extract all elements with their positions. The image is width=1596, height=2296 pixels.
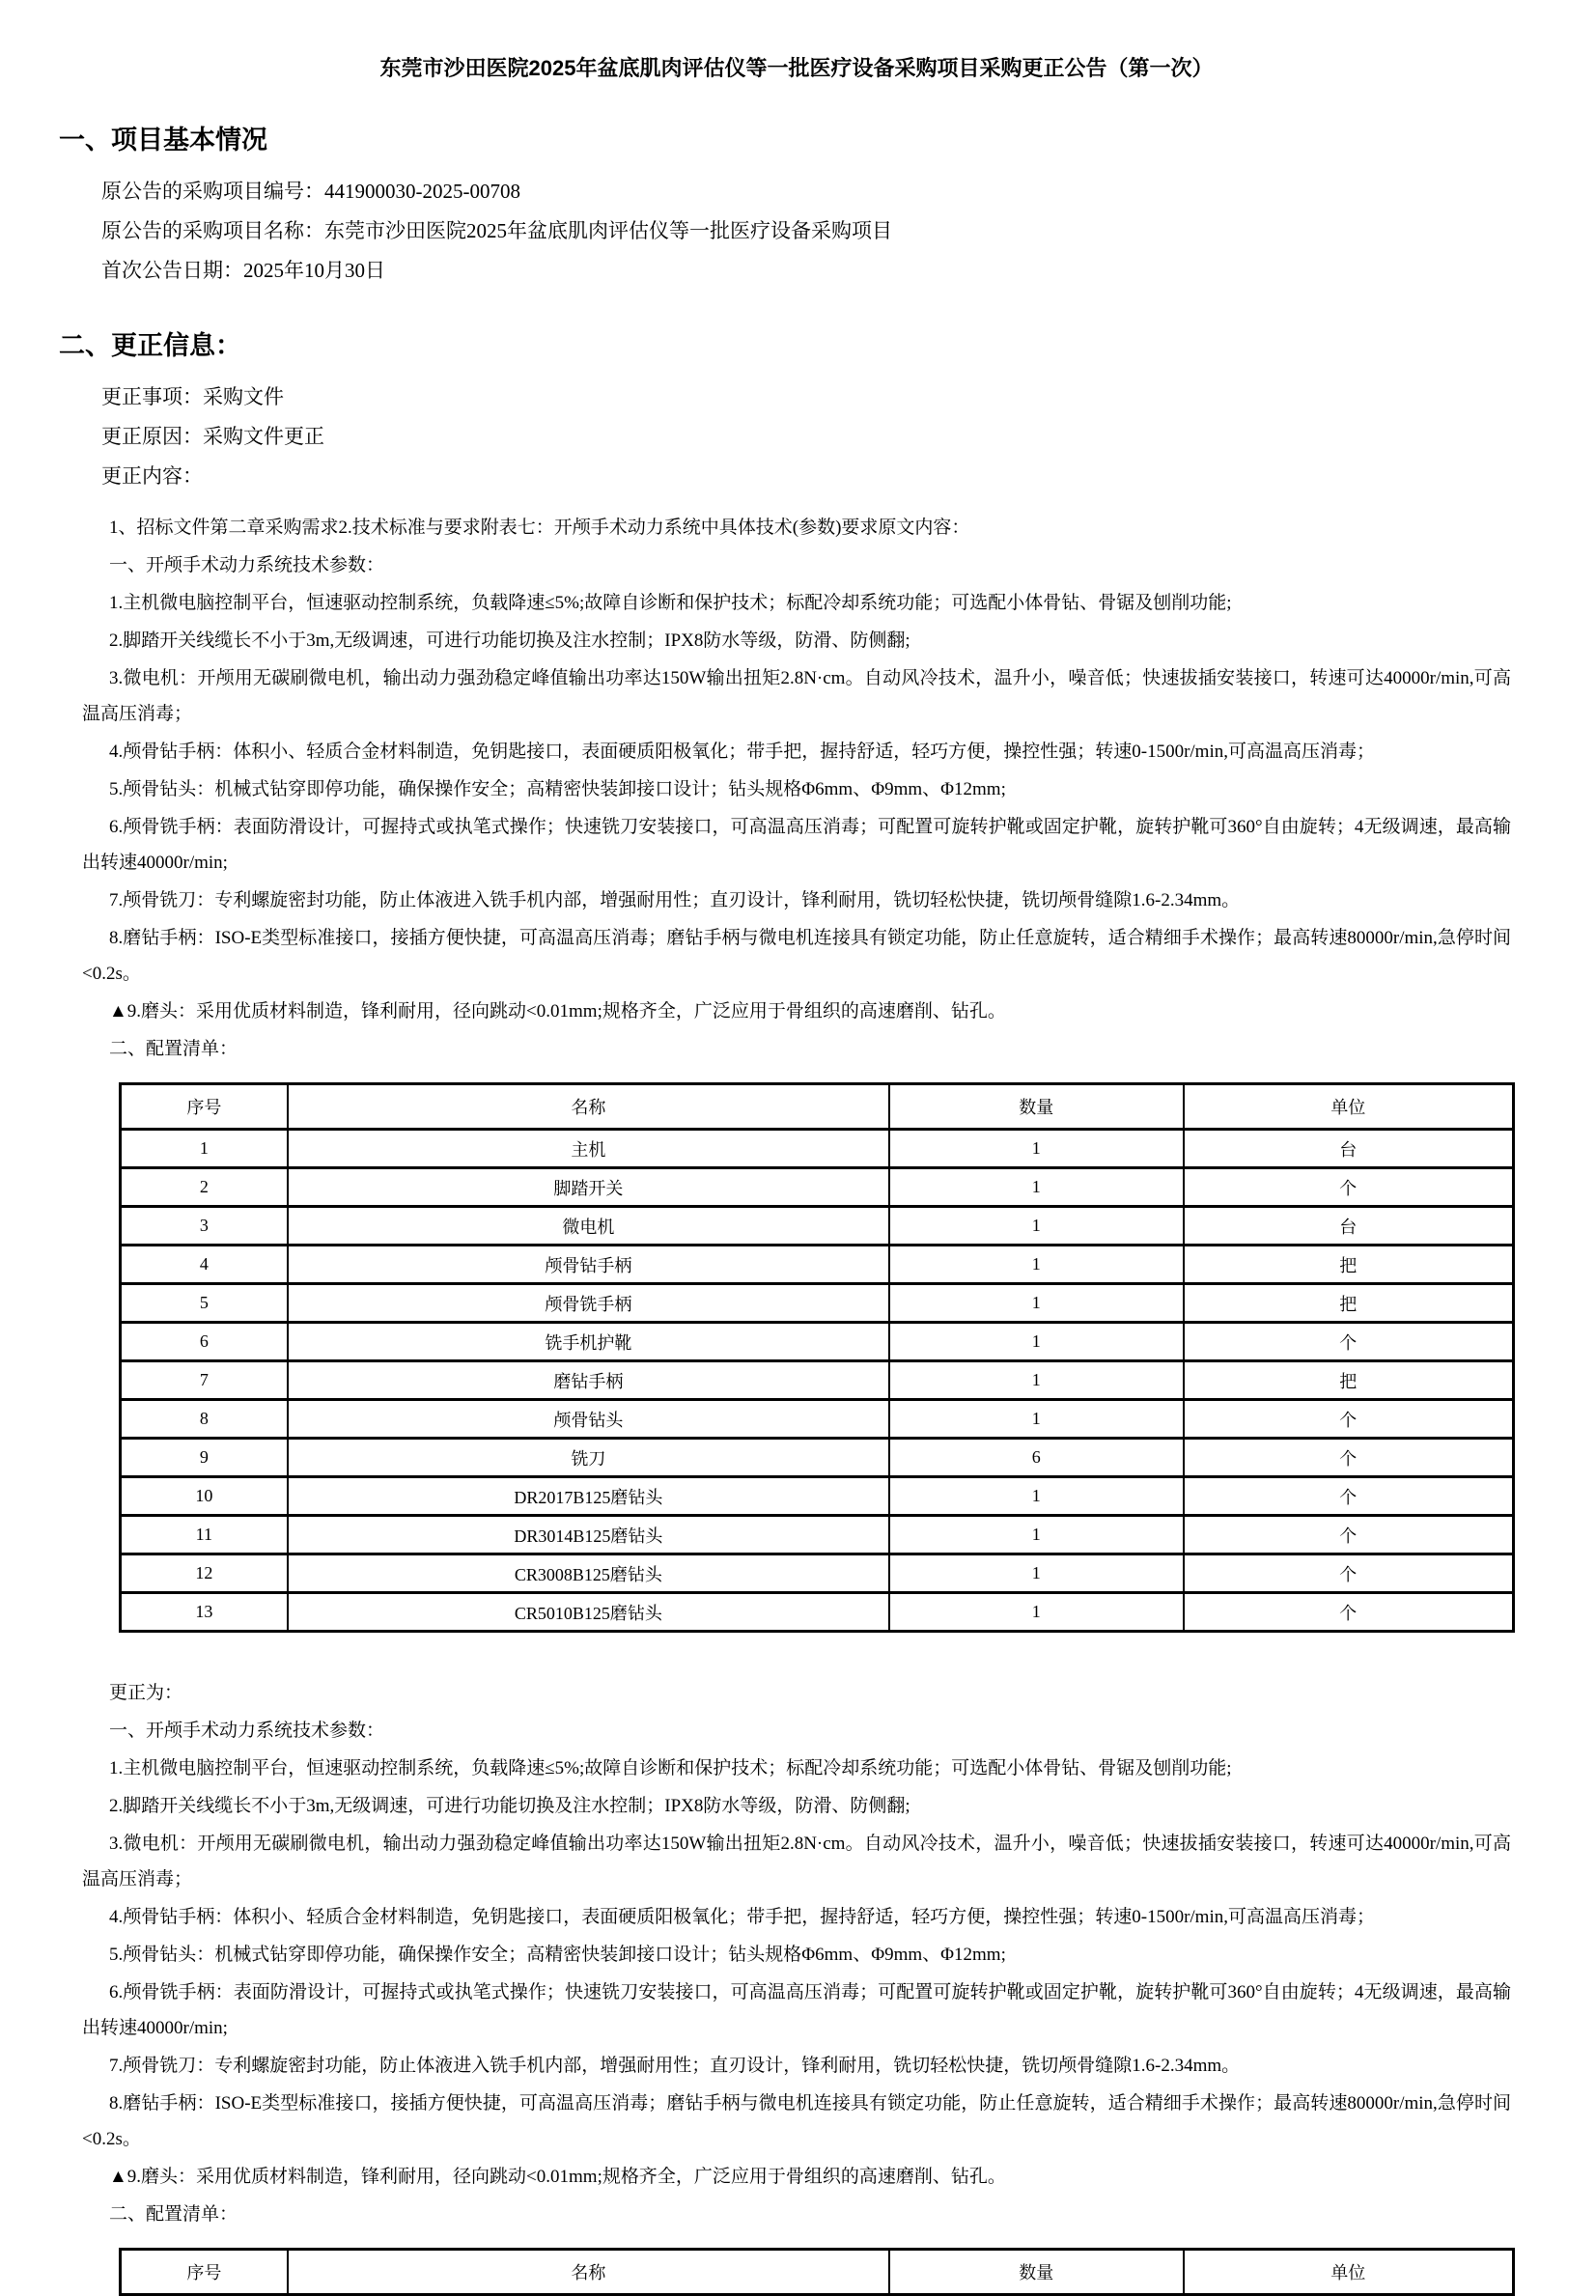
table-header-row <box>121 1084 1514 1130</box>
column-header-quantity: 数量 <box>889 1084 1183 1130</box>
tech-params-list <box>82 585 1511 1029</box>
column-header-index: 序号 <box>121 2250 288 2295</box>
original-content-block <box>82 510 1511 1633</box>
table-cell: 把 <box>1184 1284 1514 1323</box>
table-cell: 脚踏开关 <box>288 1168 889 1207</box>
table-cell: 铣刀 <box>288 1439 889 1477</box>
tech-param-line: 5.颅骨钻头：机械式钻穿即停功能，确保操作安全；高精密快装卸接口设计；钻头规格Φ6mm、Φ9mm、Φ12mm; <box>109 779 1006 799</box>
table-cell: 1 <box>889 1168 1183 1207</box>
project-name-line: 原公告的采购项目名称：东莞市沙田医院2025年盆底肌肉评估仪等一批医疗设备采购项目 <box>101 219 892 242</box>
table-cell: 3 <box>121 1207 288 1246</box>
table-cell: 1 <box>889 1516 1183 1554</box>
table-cell: 1 <box>889 1284 1183 1323</box>
table-cell: 2 <box>121 1168 288 1207</box>
table-cell: 12 <box>121 1554 288 1593</box>
config-list-heading-corrected: 二、配置清单： <box>109 2204 238 2225</box>
table-row <box>121 1246 1514 1284</box>
table-cell: 1 <box>121 1130 288 1168</box>
table-cell: 个 <box>1184 1554 1514 1593</box>
table-row <box>121 1284 1514 1323</box>
table-cell: 5 <box>121 1284 288 1323</box>
column-header-name: 名称 <box>288 2250 889 2295</box>
table-cell: 4 <box>121 1246 288 1284</box>
correction-content-label: 更正内容： <box>101 464 203 488</box>
table-cell: 1 <box>889 1207 1183 1246</box>
column-header-index: 序号 <box>121 1084 288 1130</box>
table-row <box>121 1361 1514 1400</box>
table-cell: 个 <box>1184 1477 1514 1516</box>
correction-info-group <box>82 378 1511 496</box>
table-cell: 把 <box>1184 1246 1514 1284</box>
project-number-line: 原公告的采购项目编号：441900030-2025-00708 <box>101 180 520 203</box>
column-header-quantity: 数量 <box>889 2250 1183 2295</box>
table-cell: 1 <box>889 1400 1183 1439</box>
tech-param-line: 4.颅骨钻手柄：体积小、轻质合金材料制造，免钥匙接口，表面硬质阳极氧化；带手把，握持舒适，轻巧方便，操控性强；转速0-1500r/min,可高温高压消毒； <box>109 1907 1375 1927</box>
table-cell: 10 <box>121 1477 288 1516</box>
table-cell: 1 <box>889 1323 1183 1361</box>
corrected-label: 更正为： <box>109 1683 183 1703</box>
tech-param-line: ▲9.磨头：采用优质材料制造，锋利耐用，径向跳动<0.01mm;规格齐全，广泛应用于骨组织的高速磨削、钻孔。 <box>109 2167 1006 2187</box>
table-row <box>121 1439 1514 1477</box>
tech-param-line: 2.脚踏开关线缆长不小于3m,无级调速，可进行功能切换及注水控制；IPX8防水等级，防滑、防侧翻; <box>109 630 910 651</box>
section-heading-correction: 二、更正信息： <box>59 331 241 360</box>
table-cell: 13 <box>121 1593 288 1632</box>
table-row <box>121 1593 1514 1632</box>
tech-params-list-corrected <box>82 1750 1511 2195</box>
table-cell: 1 <box>889 1130 1183 1168</box>
tech-param-line: 7.颅骨铣刀：专利螺旋密封功能，防止体液进入铣手机内部，增强耐用性；直刃设计，锋利耐用，铣切轻松快捷，铣切颅骨缝隙1.6-2.34mm。 <box>109 890 1241 910</box>
table-cell: 主机 <box>288 1130 889 1168</box>
section-heading-basic-info: 一、项目基本情况 <box>59 126 267 154</box>
correction-reason-line: 更正原因：采购文件更正 <box>101 425 324 448</box>
table-cell: CR3008B125磨钻头 <box>288 1554 889 1593</box>
table-cell: 8 <box>121 1400 288 1439</box>
table-cell: 6 <box>121 1323 288 1361</box>
table-row <box>121 1207 1514 1246</box>
tech-param-line: 3.微电机：开颅用无碳刷微电机，输出动力强劲稳定峰值输出功率达150W输出扭矩2.8N·cm。自动风冷技术，温升小，噪音低；快速拔插安装接口，转速可达40000r/min,可高温高压消毒； <box>82 1834 1511 1890</box>
table-row <box>121 1516 1514 1554</box>
table-cell: 个 <box>1184 1593 1514 1632</box>
tech-param-line: 1.主机微电脑控制平台，恒速驱动控制系统，负载降速≤5%;故障自诊断和保护技术；标配冷却系统功能；可选配小体骨钻、骨锯及刨削功能; <box>109 593 1232 613</box>
table-cell: 11 <box>121 1516 288 1554</box>
tech-param-line: 6.颅骨铣手柄：表面防滑设计，可握持式或执笔式操作；快速铣刀安装接口，可高温高压消毒；可配置可旋转护靴或固定护靴，旋转护靴可360°自由旋转；4无级调速，最高输出转速40000r/min; <box>82 1982 1511 2038</box>
column-header-unit: 单位 <box>1184 1084 1514 1130</box>
tech-param-line: 4.颅骨钻手柄：体积小、轻质合金材料制造，免钥匙接口，表面硬质阳极氧化；带手把，握持舒适，轻巧方便，操控性强；转速0-1500r/min,可高温高压消毒； <box>109 742 1375 762</box>
table-cell: 1 <box>889 1246 1183 1284</box>
table-cell: 个 <box>1184 1323 1514 1361</box>
config-list-heading: 二、配置清单： <box>109 1039 238 1059</box>
table-cell: 9 <box>121 1439 288 1477</box>
table-header-row <box>121 2250 1514 2295</box>
first-announce-date-line: 首次公告日期：2025年10月30日 <box>101 259 385 282</box>
original-intro-line: 1、招标文件第二章采购需求2.技术标准与要求附表七：开颅手术动力系统中具体技术(参数)要求原文内容： <box>109 518 970 538</box>
table-cell: 1 <box>889 1477 1183 1516</box>
table-cell: CR5010B125磨钻头 <box>288 1593 889 1632</box>
tech-param-line: 2.脚踏开关线缆长不小于3m,无级调速，可进行功能切换及注水控制；IPX8防水等级，防滑、防侧翻; <box>109 1796 910 1816</box>
table-cell: 微电机 <box>288 1207 889 1246</box>
table-cell: 台 <box>1184 1130 1514 1168</box>
table-cell: 个 <box>1184 1439 1514 1477</box>
table-row <box>121 1477 1514 1516</box>
table-row <box>121 1554 1514 1593</box>
table-cell: 1 <box>889 1554 1183 1593</box>
column-header-unit: 单位 <box>1184 2250 1514 2295</box>
tech-params-subheading: 一、开颅手术动力系统技术参数： <box>109 555 385 575</box>
tech-param-line: 1.主机微电脑控制平台，恒速驱动控制系统，负载降速≤5%;故障自诊断和保护技术；标配冷却系统功能；可选配小体骨钻、骨锯及刨削功能; <box>109 1758 1232 1778</box>
config-table-corrected <box>119 2248 1515 2296</box>
tech-param-line: 8.磨钻手柄：ISO-E类型标准接口，接插方便快捷，可高温高压消毒；磨钻手柄与微电机连接具有锁定功能，防止任意旋转，适合精细手术操作；最高转速80000r/min,急停时间<0.2s。 <box>82 2093 1511 2149</box>
table-cell: 磨钻手柄 <box>288 1361 889 1400</box>
table-row <box>121 1323 1514 1361</box>
table-cell: 铣手机护靴 <box>288 1323 889 1361</box>
page-title: 东莞市沙田医院2025年盆底肌肉评估仪等一批医疗设备采购项目采购更正公告（第一次） <box>379 56 1214 80</box>
table-cell: DR3014B125磨钻头 <box>288 1516 889 1554</box>
tech-param-line: 7.颅骨铣刀：专利螺旋密封功能，防止体液进入铣手机内部，增强耐用性；直刃设计，锋利耐用，铣切轻松快捷，铣切颅骨缝隙1.6-2.34mm。 <box>109 2056 1241 2076</box>
table-cell: 颅骨铣手柄 <box>288 1284 889 1323</box>
table-cell: 7 <box>121 1361 288 1400</box>
tech-param-line: ▲9.磨头：采用优质材料制造，锋利耐用，径向跳动<0.01mm;规格齐全，广泛应用于骨组织的高速磨削、钻孔。 <box>109 1001 1006 1022</box>
table-cell: 6 <box>889 1439 1183 1477</box>
table-row <box>121 1130 1514 1168</box>
table-cell: 个 <box>1184 1400 1514 1439</box>
config-table-original <box>119 1082 1515 1633</box>
table-row <box>121 1400 1514 1439</box>
tech-params-subheading-corrected: 一、开颅手术动力系统技术参数： <box>109 1721 385 1741</box>
tech-param-line: 6.颅骨铣手柄：表面防滑设计，可握持式或执笔式操作；快速铣刀安装接口，可高温高压消毒；可配置可旋转护靴或固定护靴，旋转护靴可360°自由旋转；4无级调速，最高输出转速40000r/min; <box>82 817 1511 873</box>
table-cell: 个 <box>1184 1168 1514 1207</box>
corrected-content-block <box>82 1675 1511 2296</box>
table-cell: DR2017B125磨钻头 <box>288 1477 889 1516</box>
table-cell: 把 <box>1184 1361 1514 1400</box>
column-header-name: 名称 <box>288 1084 889 1130</box>
table-cell: 个 <box>1184 1516 1514 1554</box>
tech-param-line: 5.颅骨钻头：机械式钻穿即停功能，确保操作安全；高精密快装卸接口设计；钻头规格Φ6mm、Φ9mm、Φ12mm; <box>109 1945 1006 1965</box>
table-cell: 1 <box>889 1593 1183 1632</box>
tech-param-line: 3.微电机：开颅用无碳刷微电机，输出动力强劲稳定峰值输出功率达150W输出扭矩2.8N·cm。自动风冷技术，温升小，噪音低；快速拔插安装接口，转速可达40000r/min,可高温高压消毒； <box>82 668 1511 724</box>
table-cell: 1 <box>889 1361 1183 1400</box>
table-row <box>121 1168 1514 1207</box>
tech-param-line: 8.磨钻手柄：ISO-E类型标准接口，接插方便快捷，可高温高压消毒；磨钻手柄与微电机连接具有锁定功能，防止任意旋转，适合精细手术操作；最高转速80000r/min,急停时间<0.2s。 <box>82 928 1511 984</box>
table-cell: 颅骨钻手柄 <box>288 1246 889 1284</box>
table-cell: 台 <box>1184 1207 1514 1246</box>
basic-info-group <box>82 172 1511 291</box>
correction-item-line: 更正事项：采购文件 <box>101 385 284 408</box>
table-cell: 颅骨钻头 <box>288 1400 889 1439</box>
